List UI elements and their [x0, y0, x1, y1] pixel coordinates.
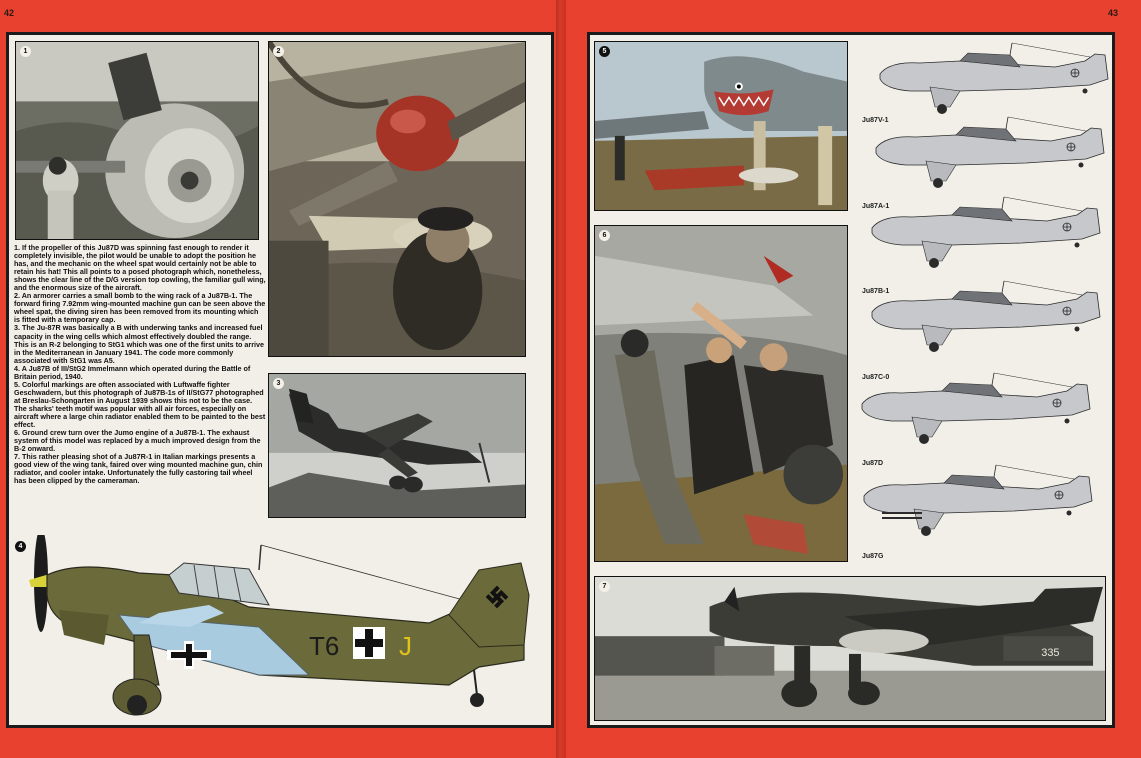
label-ju87c-0: Ju87C-0: [862, 374, 890, 381]
photo-number-6: 6: [599, 230, 610, 241]
caption-4: 4. A Ju87B of III/StG2 Immelmann which operated during the Battle of Britain period, 1940.: [14, 363, 251, 381]
label-ju87v-1: Ju87V-1: [862, 117, 889, 124]
ju87b-profile-illustration: [9, 535, 551, 725]
photo-5: [594, 41, 848, 211]
caption-3: 3. The Ju-87R was basically a B with underwing tanks and increased fuel capacity in the wing cells which almost effectively doubled the range. This is an R-2 belonging to StG1 which was one of the first units to arrive in the Mediterranean in January 1941. The code more commonly associated with StG1 was A5.: [14, 323, 264, 365]
photo-1: [15, 41, 259, 240]
photo-6: [594, 225, 848, 562]
fuselage-code-j: J: [399, 631, 412, 661]
right-page-number: 43: [1108, 8, 1119, 18]
label-ju87b-1: Ju87B-1: [862, 288, 890, 295]
variant-profiles-column: [852, 35, 1110, 565]
photo-2: [268, 41, 526, 357]
right-page: [587, 32, 1115, 728]
photo-number-1: 1: [20, 46, 31, 57]
variant-profiles-drawing: [852, 35, 1110, 565]
photo-4: [9, 535, 551, 725]
photo-3-image: [269, 374, 525, 517]
photo-number-4: 4: [15, 541, 26, 552]
tail-number-335: 335: [1041, 646, 1060, 659]
photo-5-image: [595, 42, 847, 210]
label-ju87a-1: Ju87A-1: [862, 203, 890, 210]
left-page: [6, 32, 554, 728]
caption-7: 7. This rather pleasing shot of a Ju87R-1 in Italian markings presents a good view of the wing tank, faired over wing mounted machine gun, chin radiator, and cooler intake. Unfortunately the fully castoring tail wheel has been clipped by the cameraman.: [14, 452, 263, 486]
caption-2: 2. An armorer carries a small bomb to the wing rack of a Ju87B-1. The forward firing 7.92mm wing-mounted machine gun can be seen above the wheel spat, the diving siren has been removed from its mounting which is fitted with a temporary cap.: [14, 291, 266, 325]
photo-number-5: 5: [599, 46, 610, 57]
left-page-number: 42: [4, 8, 15, 18]
photo-3: [268, 373, 526, 518]
photo-2-image: [269, 42, 525, 356]
photo-6-image: [595, 226, 847, 561]
caption-5: 5. Colorful markings are often associated with Luftwaffe fighter Geschwadern, but this photograph of Ju87B-1s of II/StG77 photographed at Breslau-Schongarten in August 1939 shows this not to be the case. The sharks' teeth motif was popular with all air forces, especially on aircraft where a large chin radiator enabled them to be painted to the best effect.: [14, 379, 266, 430]
fuselage-code-t6: T6: [309, 631, 340, 661]
photo-7: [594, 576, 1106, 721]
photo-7-image: [595, 577, 1105, 720]
spine-gutter: [556, 0, 566, 758]
label-ju87g: Ju87G: [862, 553, 884, 560]
photo-number-2: 2: [273, 46, 284, 57]
caption-1: 1. If the propeller of this Ju87D was spinning fast enough to render it completely invisible, the pilot would be unable to adopt the position he has, and the mechanic on the wheel spat would certainly not be able to retain his hat! This all points to a posed photograph which, nonetheless, shows the clear line of the D/G version top cowling, the familiar gull wing, and the enormous size of the aircraft.: [14, 243, 266, 293]
photo-number-7: 7: [599, 581, 610, 592]
label-ju87d: Ju87D: [862, 460, 884, 467]
photo-1-image: [16, 42, 258, 239]
photo-number-3: 3: [273, 378, 284, 389]
captions-block: [14, 244, 266, 485]
caption-6: 6. Ground crew turn over the Jumo engine of a Ju87B-1. The exhaust system of this model was replaced by a much improved design from the B-2 onward.: [14, 428, 261, 454]
